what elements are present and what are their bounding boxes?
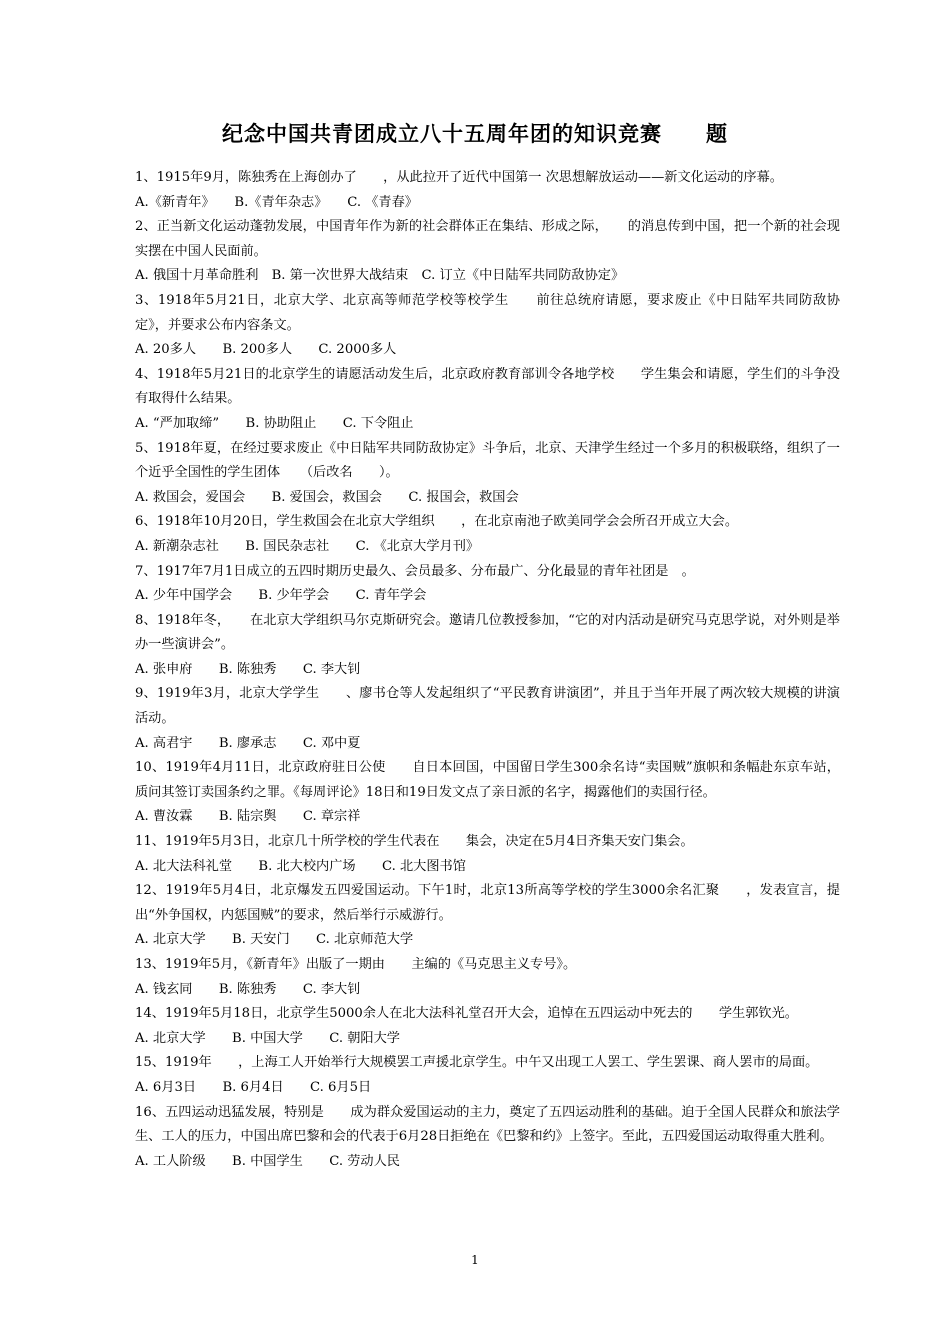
- question-text: 11、1919年5月3日，北京几十所学校的学生代表在 集会，决定在5月4日齐集天安门集会。: [135, 834, 694, 850]
- question-options: A. 曹汝霖 B. 陆宗舆 C. 章宗祥: [135, 809, 361, 825]
- question-text: 4、1918年5月21日的北京学生的请愿活动发生后，北京政府教育部训令各地学校 学生集会和请愿，学生们的斗争没有取得什么结果。: [135, 366, 840, 407]
- question-text: 2、正当新文化运动蓬勃发展，中国青年作为新的社会群体正在集结、形成之际， 的消息传到中国，把一个新的社会现实摆在中国人民面前。: [135, 219, 840, 259]
- question-options: A. 俄国十月革命胜利 B. 第一次世界大战结束 C. 订立《中日陆军共同防敌协定》: [135, 268, 625, 284]
- question-options: A. 20多人 B. 200多人 C. 2000多人: [135, 342, 397, 358]
- question-text: 12、1919年5月4日，北京爆发五四爱国运动。下午1时，北京13所高等学校的学生3000余名汇聚 ，发表宣言，提出“外争国权，内惩国贼”的要求，然后举行示威游行。: [135, 883, 840, 923]
- question-text: 7、1917年7月1日成立的五四时期历史最久、会员最多、分布最广、分化最显的青年社团是 。: [135, 563, 695, 579]
- question-text: 15、1919年 ，上海工人开始举行大规模罢工声援北京学生。中午又出现工人罢工、学生罢课、商人罢市的局面。: [135, 1055, 819, 1071]
- question-options: A. 工人阶级 B. 中国学生 C. 劳动人民: [135, 1153, 400, 1169]
- question-text: 16、五四运动迅猛发展，特别是 成为群众爱国运动的主力，奠定了五四运动胜利的基础。迫于全国人民群众和旅法学生、工人的压力，中国出席巴黎和会的代表于6月28日拒绝在《巴黎和约》上签字。至此，五四爱国运动取得重大胜利。: [135, 1104, 840, 1145]
- question-text: 3、1918年5月21日，北京大学、北京高等师范学校等校学生 前往总统府请愿，要求废止《中日陆军共同防敌协定》，并要求公布内容条文。: [135, 292, 840, 333]
- question-options: A.《新青年》 B.《青年杂志》 C. 《青春》: [135, 194, 418, 210]
- question-options: A. 张申府 B. 陈独秀 C. 李大钊: [135, 661, 361, 677]
- question-text: 10、1919年4月11日，北京政府驻日公使 自日本回国，中国留日学生300余名诗“卖国贼”旗帜和条幅赴东京车站，质问其签订卖国条约之罪。《每周评论》18日和19日发文点了亲日派的名字，揭露他们的卖国行径。: [135, 760, 840, 800]
- question-text: 5、1918年夏，在经过要求废止《中日陆军共同防敌协定》斗争后，北京、天津学生经过一个多月的积极联络，组织了一个近乎全国性的学生团体 （后改名 ）。: [135, 440, 840, 481]
- question-options: A. 北大法科礼堂 B. 北大校内广场 C. 北大图书馆: [135, 858, 466, 874]
- question-list: [135, 166, 840, 1174]
- page-number: 1: [471, 1253, 479, 1267]
- question-options: A. 北京大学 B. 中国大学 C. 朝阳大学: [135, 1030, 400, 1046]
- question-options: A. 少年中国学会 B. 少年学会 C. 青年学会: [135, 588, 427, 604]
- question-text: 1、1915年9月，陈独秀在上海创办了 ，从此拉开了近代中国第一 次思想解放运动——新文化运动的序幕。: [135, 170, 783, 185]
- question-text: 6、1918年10月20日，学生救国会在北京大学组织 ，在北京南池子欧美同学会会所召开成立大会。: [135, 514, 739, 530]
- question-text: 13、1919年5月，《新青年》出版了一期由 主编的《马克思主义专号》。: [135, 957, 577, 972]
- question-options: A. 钱玄同 B. 陈独秀 C. 李大钊: [135, 981, 361, 997]
- question-options: A. “严加取缔” B. 协助阻止 C. 下令阻止: [135, 415, 414, 431]
- question-options: A. 6月3日 B. 6月4日 C. 6月5日: [135, 1079, 372, 1095]
- question-options: A. 救国会，爱国会 B. 爱国会，救国会 C. 报国会，救国会: [135, 489, 519, 505]
- document-title: 纪念中国共青团成立八十五周年团的知识竞赛 题: [222, 122, 728, 146]
- question-text: 14、1919年5月18日，北京学生5000余人在北大法科礼堂召开大会，追悼在五四运动中死去的 学生郭钦光。: [135, 1006, 798, 1022]
- question-text: 9、1919年3月，北京大学学生 、廖书仓等人发起组织了“平民教育讲演团”，并且于当年开展了两次较大规模的讲演活动。: [135, 686, 840, 727]
- question-options: A. 新潮杂志社 B. 国民杂志社 C. 《北京大学月刊》: [135, 538, 480, 554]
- question-options: A. 北京大学 B. 天安门 C. 北京师范大学: [135, 932, 414, 948]
- question-text: 8、1918年冬， 在北京大学组织马尔克斯研究会。邀请几位教授参加，“它的对内活动是研究马克思学说，对外则是举办一些演讲会”。: [135, 612, 840, 653]
- question-options: A. 高君宇 B. 廖承志 C. 邓中夏: [135, 735, 361, 751]
